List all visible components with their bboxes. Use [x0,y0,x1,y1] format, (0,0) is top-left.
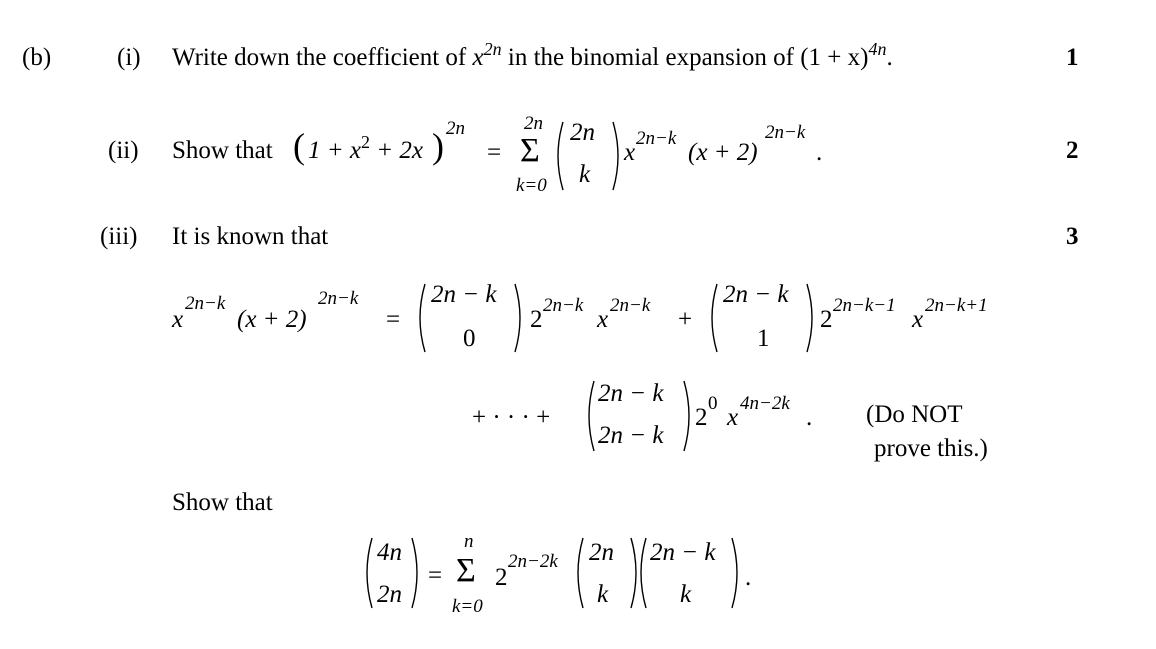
part-iii-lhs-paren-exp: 2n−k [318,288,359,309]
part-iii-final-2-exp: 2n−2k [508,551,558,572]
part-iii-t2-x: x [912,306,924,333]
part-ii-lhs-inner-1: 1 + x [308,137,361,164]
part-iii-final-binom-1-bottom: k [597,581,609,608]
part-iii-lhs-x-exp: 2n−k [185,293,226,314]
part-i-period: . [886,44,893,71]
part-iii-final-2: 2 [495,564,508,591]
part-iii-t3-2-exp: 0 [708,393,718,414]
part-ii-equals: = [487,139,502,166]
part-iii-binom-3-bottom: 2n − k [598,422,664,449]
part-iii-final-binom-lhs-top: 4n [377,539,402,566]
part-i-label: (i) [117,44,141,71]
part-b-label: (b) [22,44,52,71]
part-i-text-before: Write down the coefficient of [172,44,473,71]
part-iii-t3-x-exp: 4n−2k [740,393,790,414]
part-ii-lhs-exp: 2n [446,118,465,139]
part-i-marks: 1 [1066,44,1079,71]
part-iii-note-line2: prove this.) [874,435,988,462]
part-ii-lhs-close: ) [432,126,444,166]
part-iii-t2-x-exp: 2n−k+1 [925,295,988,316]
part-ii-term-paren: (x + 2) [688,139,758,166]
part-iii-final-binom-lhs-bottom: 2n [377,581,402,608]
part-iii-t3-x: x [727,404,739,431]
part-i-text-mid: in the binomial expansion of [501,44,801,71]
part-i-x: x [472,44,484,71]
part-iii-t1-x: x [597,306,609,333]
part-iii-intro: It is known that [172,223,329,250]
part-iii-show-that: Show that [172,489,273,516]
part-i-paren-exp: 4n [868,39,887,60]
part-iii-final-binom-2-bottom: k [680,581,692,608]
part-iii-binom-1-top: 2n − k [431,281,497,308]
part-iii-t3-2: 2 [695,404,708,431]
part-iii-dots: + · · · + [472,404,551,431]
part-iii-final-equals: = [428,562,443,589]
part-iii-binom-3-top: 2n − k [598,380,664,407]
part-iii-equals: = [386,306,401,333]
part-ii-lhs-inner [308,132,423,164]
part-iii-plus: + [678,306,693,333]
part-iii-t1-2: 2 [530,306,543,333]
part-ii-text: Show that [172,137,273,164]
part-iii-final-sum-lower: k=0 [452,596,483,617]
part-i-question [172,39,893,71]
part-iii-binom-2-bottom: 1 [757,325,770,352]
part-iii-t1-2-exp: 2n−k [543,295,584,316]
part-ii-binom-top: 2n [570,119,595,146]
part-i-x-exp: 2n [483,39,502,60]
part-iii-t2-2: 2 [820,306,833,333]
part-ii-lhs-open: ( [293,126,305,166]
part-iii-lhs-paren: (x + 2) [237,306,307,333]
part-ii-label: (ii) [108,137,139,164]
part-iii-final-period: . [745,564,752,591]
part-ii-term-paren-exp: 2n−k [765,122,806,143]
part-iii-binom-2-top: 2n − k [723,281,789,308]
part-iii-binom-1-bottom: 0 [463,325,476,352]
part-iii-label: (iii) [100,223,138,250]
part-iii-marks: 3 [1066,223,1079,250]
part-ii-sum-upper: 2n [524,113,543,134]
part-iii-t1-x-exp: 2n−k [610,295,651,316]
part-ii-period: . [816,139,823,166]
part-iii-final-sum-upper: n [464,531,474,552]
part-ii-sum-lower: k=0 [516,175,547,196]
part-ii-term-x: x [624,139,636,166]
part-iii-period: . [806,404,813,431]
part-iii-final-sum-sign: Σ [456,552,476,589]
part-iii-final-binom-1-top: 2n [589,539,614,566]
part-ii-lhs-inner-2: + 2x [369,137,423,164]
part-ii-term-x-exp: 2n−k [636,128,677,149]
part-ii-binom-bottom: k [579,161,591,188]
part-ii-lhs-inner-sq: 2 [360,132,370,153]
part-iii-t2-2-exp: 2n−k−1 [833,295,896,316]
part-iii-note-line1: (Do NOT [866,401,963,428]
part-i-paren-expr: (1 + x) [800,44,869,71]
part-ii-marks: 2 [1066,137,1079,164]
part-iii-lhs-x: x [172,306,184,333]
part-iii-final-binom-2-top: 2n − k [650,539,716,566]
part-ii-sum-sign: Σ [520,132,540,169]
